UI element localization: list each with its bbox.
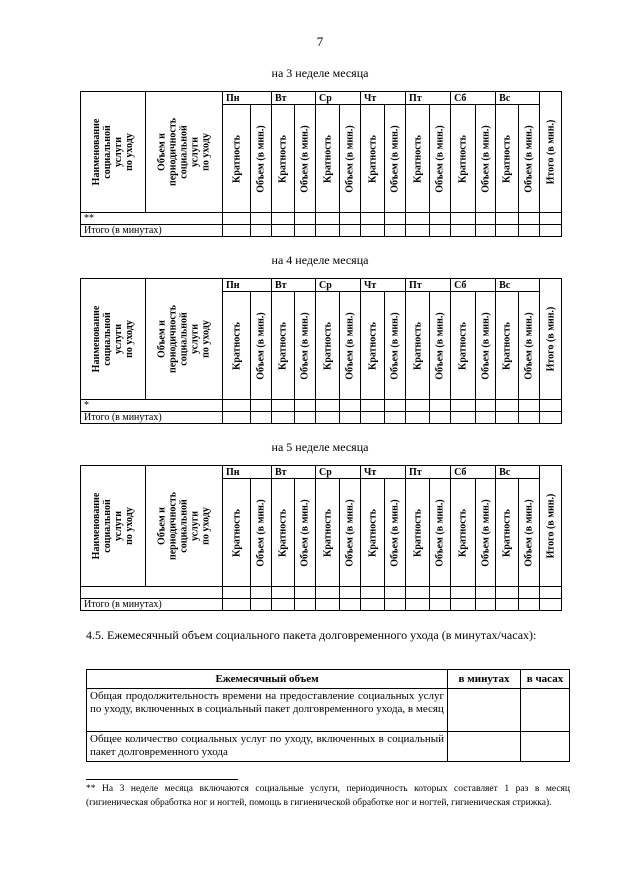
schedule-cell[interactable]: [540, 213, 562, 225]
day-header: Пт: [406, 279, 451, 292]
total-row-label: Итого (в минутах): [81, 412, 223, 424]
volume-header: Объем (в мин.): [385, 479, 406, 587]
schedule-cell[interactable]: [476, 587, 496, 599]
frequency-header: Кратность: [406, 105, 430, 213]
schedule-cell[interactable]: [272, 213, 295, 225]
service-volume-header: Объем и периодичность социальной услуги по уходу: [146, 92, 223, 213]
day-header: Пт: [406, 466, 451, 479]
total-cell[interactable]: [496, 599, 519, 611]
total-cell[interactable]: [430, 412, 451, 424]
schedule-cell[interactable]: [430, 213, 451, 225]
total-cell[interactable]: [540, 225, 562, 237]
volume-header: Объем (в мин.): [430, 479, 451, 587]
volume-header: Объем (в мин.): [251, 105, 272, 213]
total-cell[interactable]: [385, 412, 406, 424]
section-4-5-text: 4.5. Ежемесячный объем социального пакета долговременного ухода (в минутах/часах):: [86, 628, 537, 642]
day-header: Чт: [361, 92, 406, 105]
schedule-cell[interactable]: [340, 587, 361, 599]
schedule-cell[interactable]: [223, 587, 251, 599]
footnote-mark: **: [86, 784, 96, 794]
total-cell[interactable]: [316, 599, 340, 611]
day-header: Вт: [272, 466, 316, 479]
day-header: Вс: [496, 92, 540, 105]
volume-header: Объем (в мин.): [340, 292, 361, 400]
frequency-header: Кратность: [316, 292, 340, 400]
total-cell[interactable]: [361, 412, 385, 424]
volume-header: Объем (в мин.): [295, 292, 316, 400]
total-cell[interactable]: [251, 225, 272, 237]
total-row-label: Итого (в минутах): [81, 599, 223, 611]
schedule-cell[interactable]: [272, 400, 295, 412]
schedule-cell[interactable]: [316, 400, 340, 412]
week-5-schedule-table: [80, 465, 562, 611]
day-header: Пн: [223, 279, 272, 292]
frequency-header: Кратность: [496, 105, 519, 213]
service-volume-header: Объем и периодичность социальной услуги по уходу: [146, 279, 223, 400]
service-volume-header: Объем и периодичность социальной услуги по уходу: [146, 466, 223, 587]
schedule-cell[interactable]: [316, 213, 340, 225]
volume-header: Объем (в мин.): [476, 479, 496, 587]
volume-header: Объем (в мин.): [430, 105, 451, 213]
schedule-cell[interactable]: [295, 213, 316, 225]
service-row-mark: **: [81, 213, 223, 225]
schedule-cell[interactable]: [361, 213, 385, 225]
frequency-header: Кратность: [451, 479, 476, 587]
total-minutes-header: Итого (в мин.): [540, 92, 562, 213]
schedule-cell[interactable]: [451, 587, 476, 599]
total-cell[interactable]: [272, 599, 295, 611]
schedule-cell[interactable]: [496, 213, 519, 225]
total-cell[interactable]: [406, 225, 430, 237]
total-cell[interactable]: [251, 599, 272, 611]
frequency-header: Кратность: [406, 292, 430, 400]
frequency-header: Кратность: [451, 105, 476, 213]
week-3-caption: на 3 неделе месяца: [271, 66, 369, 80]
frequency-header: Кратность: [451, 292, 476, 400]
total-cell[interactable]: [476, 225, 496, 237]
day-header: Вс: [496, 466, 540, 479]
day-header: Сб: [451, 279, 496, 292]
schedule-cell[interactable]: [451, 400, 476, 412]
total-cell[interactable]: [316, 225, 340, 237]
schedule-cell[interactable]: [223, 400, 251, 412]
total-cell[interactable]: [223, 412, 251, 424]
schedule-cell[interactable]: [519, 213, 540, 225]
schedule-cell[interactable]: [519, 400, 540, 412]
frequency-header: Кратность: [272, 105, 295, 213]
day-header: Ср: [316, 466, 361, 479]
total-cell[interactable]: [451, 599, 476, 611]
total-cell[interactable]: [223, 225, 251, 237]
total-cell[interactable]: [476, 412, 496, 424]
schedule-cell[interactable]: [519, 587, 540, 599]
schedule-cell[interactable]: [223, 213, 251, 225]
minutes-header: в минутах: [448, 670, 521, 689]
schedule-cell[interactable]: [496, 587, 519, 599]
frequency-header: Кратность: [361, 105, 385, 213]
volume-header: Объем (в мин.): [340, 479, 361, 587]
day-header: Пт: [406, 92, 451, 105]
frequency-header: Кратность: [272, 292, 295, 400]
schedule-cell[interactable]: [295, 587, 316, 599]
total-cell[interactable]: [496, 412, 519, 424]
volume-header: Объем (в мин.): [295, 105, 316, 213]
total-cell[interactable]: [540, 599, 562, 611]
total-cell[interactable]: [316, 412, 340, 424]
frequency-header: Кратность: [316, 105, 340, 213]
schedule-cell[interactable]: [340, 213, 361, 225]
footnote-text: На 3 неделе месяца включаются социальные услуги, периодичность которых составляет 1 раз в месяц (гигиеническая обработка ног и ногтей, помощь в гигиенической обработке ног и ногтей, гигиеническая стрижка).: [86, 784, 570, 808]
schedule-cell[interactable]: [295, 400, 316, 412]
week-4-schedule-table: [80, 278, 562, 424]
schedule-cell[interactable]: [340, 400, 361, 412]
service-row-mark: [81, 587, 223, 599]
footnote: [86, 782, 570, 810]
total-cell[interactable]: [361, 599, 385, 611]
day-header: Чт: [361, 279, 406, 292]
service-name-header: Наименование социальной услуги по уходу: [81, 466, 146, 587]
total-cell[interactable]: [295, 412, 316, 424]
total-cell[interactable]: [406, 599, 430, 611]
day-header: Вс: [496, 279, 540, 292]
total-duration-hours-cell[interactable]: [521, 689, 570, 732]
total-cell[interactable]: [496, 225, 519, 237]
schedule-cell[interactable]: [272, 587, 295, 599]
schedule-cell[interactable]: [385, 213, 406, 225]
day-header: Ср: [316, 279, 361, 292]
service-name-header: Наименование социальной услуги по уходу: [81, 279, 146, 400]
volume-header: Объем (в мин.): [519, 105, 540, 213]
schedule-cell[interactable]: [316, 587, 340, 599]
schedule-cell[interactable]: [430, 587, 451, 599]
schedule-cell[interactable]: [476, 213, 496, 225]
schedule-cell[interactable]: [496, 400, 519, 412]
total-row-label: Итого (в минутах): [81, 225, 223, 237]
total-cell[interactable]: [251, 412, 272, 424]
total-minutes-header: Итого (в мин.): [540, 279, 562, 400]
schedule-cell[interactable]: [540, 400, 562, 412]
page-number: 7: [316, 34, 324, 49]
day-header: Вт: [272, 279, 316, 292]
schedule-cell[interactable]: [451, 213, 476, 225]
volume-header: Объем (в мин.): [385, 292, 406, 400]
total-duration-minutes-cell[interactable]: [448, 689, 521, 732]
day-header: Чт: [361, 466, 406, 479]
total-count-label: Общее количество социальных услуг по уходу, включенных в социальный пакет долговременного ухода: [87, 732, 448, 762]
monthly-volume-header: Ежемесячный объем: [87, 670, 448, 689]
total-cell[interactable]: [361, 225, 385, 237]
day-header: Сб: [451, 466, 496, 479]
day-header: Пн: [223, 92, 272, 105]
frequency-header: Кратность: [272, 479, 295, 587]
service-row-mark: *: [81, 400, 223, 412]
frequency-header: Кратность: [406, 479, 430, 587]
schedule-cell[interactable]: [406, 587, 430, 599]
volume-header: Объем (в мин.): [476, 105, 496, 213]
total-cell[interactable]: [223, 599, 251, 611]
total-cell[interactable]: [451, 225, 476, 237]
total-minutes-header: Итого (в мин.): [540, 466, 562, 587]
volume-header: Объем (в мин.): [476, 292, 496, 400]
total-count-minutes-cell[interactable]: [448, 732, 521, 762]
schedule-cell[interactable]: [406, 213, 430, 225]
total-cell[interactable]: [385, 599, 406, 611]
schedule-cell[interactable]: [251, 213, 272, 225]
frequency-header: Кратность: [496, 292, 519, 400]
service-name-header: Наименование социальной услуги по уходу: [81, 92, 146, 213]
frequency-header: Кратность: [316, 479, 340, 587]
total-cell[interactable]: [519, 225, 540, 237]
week-5-caption: на 5 неделе месяца: [271, 440, 369, 454]
total-cell[interactable]: [295, 599, 316, 611]
volume-header: Объем (в мин.): [295, 479, 316, 587]
volume-header: Объем (в мин.): [340, 105, 361, 213]
schedule-cell[interactable]: [251, 400, 272, 412]
schedule-cell[interactable]: [430, 400, 451, 412]
schedule-cell[interactable]: [251, 587, 272, 599]
volume-header: Объем (в мин.): [385, 105, 406, 213]
total-cell[interactable]: [451, 412, 476, 424]
day-header: Пн: [223, 466, 272, 479]
day-header: Сб: [451, 92, 496, 105]
day-header: Ср: [316, 92, 361, 105]
total-cell[interactable]: [406, 412, 430, 424]
schedule-cell[interactable]: [385, 400, 406, 412]
volume-header: Объем (в мин.): [430, 292, 451, 400]
footnote-divider: [86, 779, 238, 780]
schedule-cell[interactable]: [476, 400, 496, 412]
frequency-header: Кратность: [223, 292, 251, 400]
total-count-hours-cell[interactable]: [521, 732, 570, 762]
total-cell[interactable]: [519, 412, 540, 424]
frequency-header: Кратность: [223, 479, 251, 587]
frequency-header: Кратность: [361, 292, 385, 400]
week-4-caption: на 4 неделе месяца: [271, 253, 369, 267]
total-cell[interactable]: [540, 412, 562, 424]
volume-header: Объем (в мин.): [519, 292, 540, 400]
frequency-header: Кратность: [361, 479, 385, 587]
total-cell[interactable]: [430, 225, 451, 237]
schedule-cell[interactable]: [361, 587, 385, 599]
hours-header: в часах: [521, 670, 570, 689]
total-cell[interactable]: [295, 225, 316, 237]
total-cell[interactable]: [340, 599, 361, 611]
schedule-cell[interactable]: [361, 400, 385, 412]
schedule-cell[interactable]: [385, 587, 406, 599]
frequency-header: Кратность: [496, 479, 519, 587]
total-cell[interactable]: [519, 599, 540, 611]
total-cell[interactable]: [340, 412, 361, 424]
volume-header: Объем (в мин.): [251, 479, 272, 587]
total-duration-label: Общая продолжительность времени на предоставление социальных услуг по уходу, включенных в социальный пакет долговременного ухода, в месяц: [87, 689, 448, 732]
total-cell[interactable]: [476, 599, 496, 611]
week-3-schedule-table: [80, 91, 562, 237]
volume-header: Объем (в мин.): [251, 292, 272, 400]
total-cell[interactable]: [430, 599, 451, 611]
total-cell[interactable]: [272, 225, 295, 237]
schedule-cell[interactable]: [406, 400, 430, 412]
monthly-volume-table: [86, 669, 570, 762]
schedule-cell[interactable]: [540, 587, 562, 599]
total-cell[interactable]: [340, 225, 361, 237]
total-cell[interactable]: [272, 412, 295, 424]
total-cell[interactable]: [385, 225, 406, 237]
volume-header: Объем (в мин.): [519, 479, 540, 587]
day-header: Вт: [272, 92, 316, 105]
frequency-header: Кратность: [223, 105, 251, 213]
